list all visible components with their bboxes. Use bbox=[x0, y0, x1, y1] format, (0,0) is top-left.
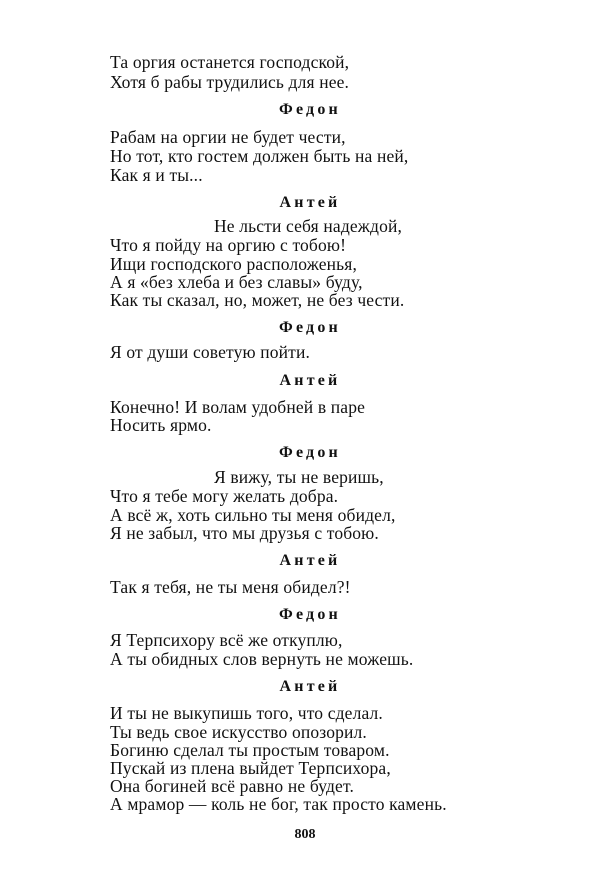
page-number: 808 bbox=[294, 827, 316, 842]
verse-line: Та оргия останется господской, bbox=[110, 52, 350, 72]
verse-line: Я вижу, ты не веришь, bbox=[214, 467, 384, 487]
verse-line: Что я тебе могу желать добра. bbox=[110, 486, 339, 506]
speaker-name: Антей bbox=[279, 552, 341, 569]
speaker-name: Федон bbox=[279, 606, 341, 623]
verse-line: Так я тебя, не ты меня обидел?! bbox=[110, 577, 351, 597]
speaker-name: Антей bbox=[279, 678, 341, 695]
verse-line: Но тот, кто гостем должен быть на ней, bbox=[110, 146, 409, 166]
verse-line: Хотя б рабы трудились для нее. bbox=[110, 72, 350, 92]
verse-line: А всё ж, хоть сильно ты меня обидел, bbox=[110, 505, 396, 525]
speaker-name: Антей bbox=[279, 194, 341, 211]
verse-line: Я не забыл, что мы друзья с тобою. bbox=[110, 523, 379, 543]
verse-line: А мрамор — коль не бог, так просто камень. bbox=[110, 794, 447, 814]
verse-line: Как ты сказал, но, может, не без чести. bbox=[110, 290, 405, 310]
speaker-name: Федон bbox=[279, 319, 341, 336]
verse-line: Пускай из плена выйдет Терпсихора, bbox=[110, 758, 391, 778]
verse-line: А ты обидных слов вернуть не можешь. bbox=[110, 649, 414, 669]
verse-line: Я от души советую пойти. bbox=[110, 342, 310, 362]
speaker-name: Антей bbox=[279, 372, 341, 389]
verse-line: Носить ярмо. bbox=[110, 415, 212, 435]
speaker-name: Федон bbox=[279, 444, 341, 461]
verse-line: А я «без хлеба и без славы» буду, bbox=[110, 272, 363, 292]
verse-line: Не льсти себя надеждой, bbox=[214, 216, 403, 236]
verse-line: Ищи господского расположенья, bbox=[110, 254, 358, 274]
speaker-name: Федон bbox=[279, 101, 341, 118]
verse-line: Что я пойду на оргию с тобою! bbox=[110, 235, 347, 255]
verse-line: Я Терпсихору всё же откуплю, bbox=[110, 630, 343, 650]
verse-line: Богиню сделал ты простым товаром. bbox=[110, 740, 390, 760]
verse-line: Как я и ты... bbox=[110, 165, 203, 185]
verse-line: Рабам на оргии не будет чести, bbox=[110, 127, 346, 147]
verse-line: Она богиней всё равно не будет. bbox=[110, 776, 354, 796]
verse-line: И ты не выкупишь того, что сделал. bbox=[110, 703, 383, 723]
verse-line: Ты ведь свое искусство опозорил. bbox=[110, 722, 367, 742]
verse-line: Конечно! И волам удобней в паре bbox=[110, 397, 366, 417]
